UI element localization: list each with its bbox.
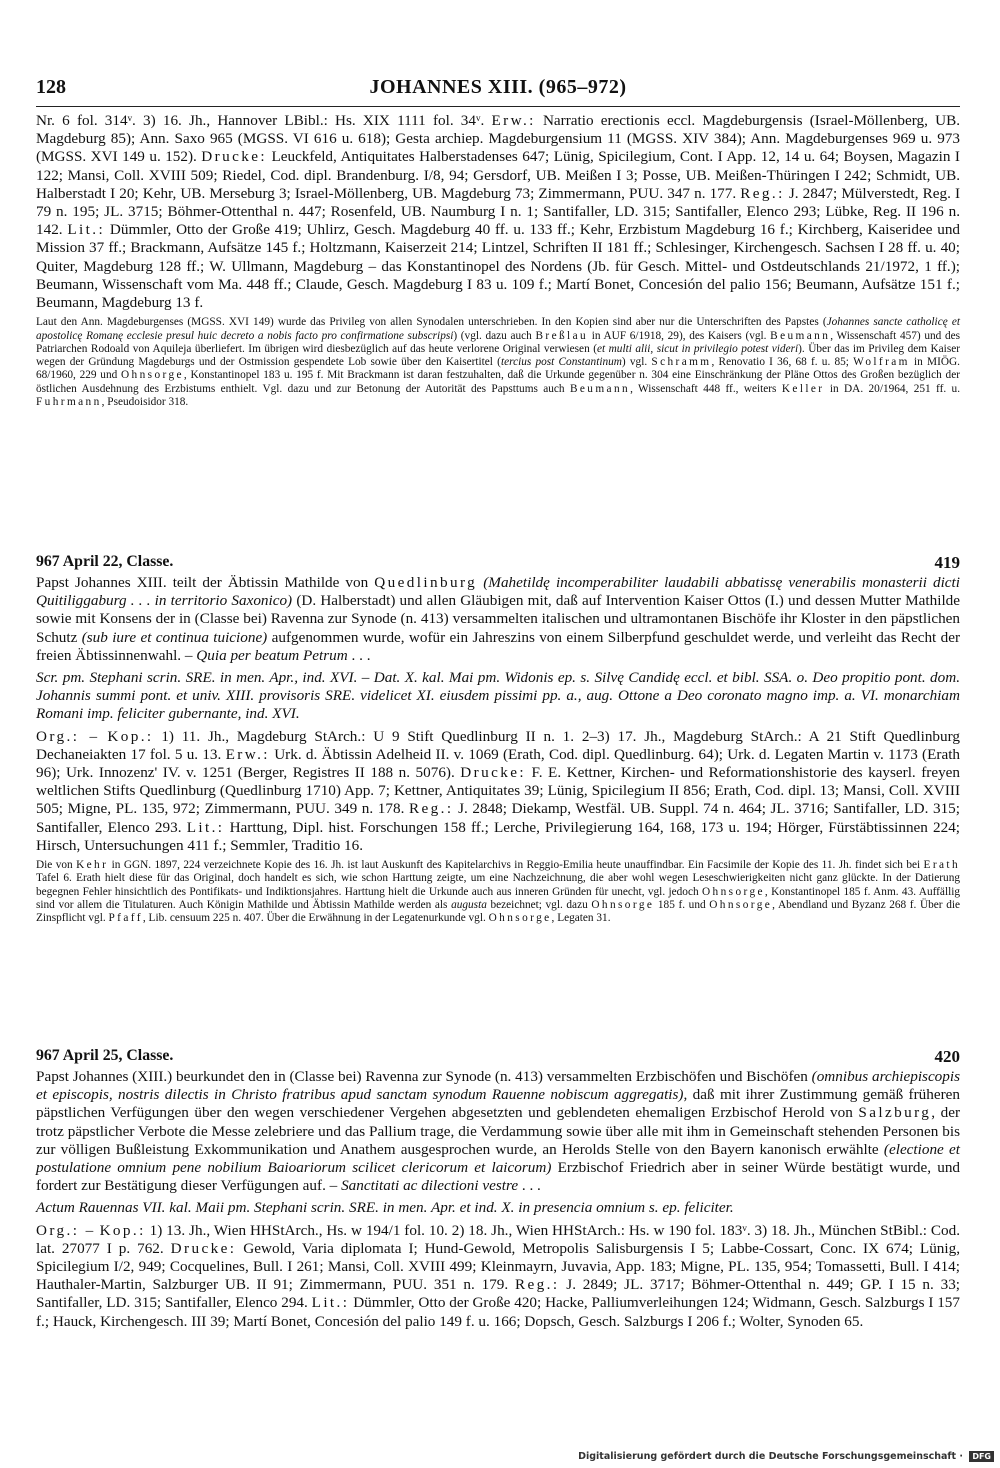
entry-419-number: 419 xyxy=(934,553,960,572)
entry-420-dating: Actum Rauennas VII. kal. Maii pm. Stephani scrin. SRE. in men. Apr. et ind. X. in presencia omnium s. ep. feliciter. xyxy=(36,1199,734,1217)
entry-419-regest: Papst Johannes XIII. teilt der Äbtissin Mathilde von Quedlinburg (Mahetildę incomperabiliter laudabili abbatissę venerabilis monasterii dicti Quitiliggaburg . . . in territorio Saxonico) (D. Halberstadt) und allen Gläubigen mit, daß auf Intervention Kaiser Ottos (I.) und dessen Mutter Mathilde sowie mit Konsens der in (Classe bei) Ravenna zur Synode (n. 413) versammelten italischen und ultramontanen Bischöfe ihr Kloster in den päpstlichen Schutz (sub iure et continua tuicione) aufgenommen wurde, wofür ein Jahreszins von einem Silberpfund geschuldet werde, und verleiht das Recht der freien Äbtissinnenwahl. – Quia per beatum Petrum . . . xyxy=(36,574,961,664)
entry-420-date: 967 April 25, Classe. xyxy=(36,1047,174,1064)
page-title: JOHANNES XIII. (965–972) xyxy=(369,76,627,98)
entry-420 xyxy=(36,1068,960,1331)
entry-419-dating: Scr. pm. Stephani scrin. SRE. in men. Apr., ind. XVI. – Dat. X. kal. Mai pm. Widonis ep. s. Silvę Candidę eccl. et bibl. SSA. o. Deo propitio pont. dom. Johannis summi pont. et univ. XIII. provisoris SRE. videlicet XI. eiusdem pissimi pp. a., aug. Ottone a Deo coronato magno imp. a. VI. monarchiam Romani imp. feliciter gubernante, ind. XVI. xyxy=(36,669,960,723)
prev-entry-tradition: Nr. 6 fol. 314ᵛ. 3) 16. Jh., Hannover LBibl.: Hs. XIX 1111 fol. 34ᵛ. Erw.: Narratio erectionis eccl. Magdeburgensis (Israel-Möllenberg, UB. Magdeburg 85); Ann. Saxo 965 (MGSS. VI 616 u. 618); Gesta archiep. Magdeburgensium 11 (MGSS. XIV 384); Ann. Magdeburgenses 969 u. 973 (MGSS. XVI 149 u. 152). Drucke: Leuckfeld, Antiquitates Halberstadenses 647; Lünig, Spicilegium, Cont. I App. 12, 14 u. 64; Boysen, Magazin I 122; Mansi, Coll. XVIII 509; Riedel, Cod. dipl. Brandenburg. I/8, 94; Gersdorf, UB. Meißen I 3; Posse, UB. Meißen-Thüringen I 242; Schmidt, UB. Halberstadt I 20; Kehr, UB. Merseburg 3; Israel-Möllenberg, UB. Magdeburg 73; Zimmermann, PUU. 347 n. 177. Reg.: J. 2847; Mülverstedt, Reg. I 79 n. 195; JL. 3715; Böhmer-Ottenthal n. 447; Rosenfeld, UB. Naumburg I n. 1; Santifaller, LD. 315; Santifaller, Elenco 293; Lübke, Reg. II 196 n. 142. Lit.: Dümmler, Otto der Große 419; Uhlirz, Gesch. Magdeburg 40 ff. u. 133 ff.; Kehr, Erzbistum Magdeburg 16 f.; Kirchberg, Kaiseridee und Mission 37 ff.; Brackmann, Aufsätze 145 f.; Holtzmann, Kaiserzeit 214; Lintzel, Schriften II 181 ff.; Schlesinger, Kirchengesch. Sachsen I 28 ff. u. 40; Quiter, Magdeburg 128 ff.; W. Ullmann, Magdeburg – das Konstantinopel des Nordens (Jb. für Gesch. Mittel- und Ostdeutschlands 21/1972, 1 ff.); Beumann, Wissenschaft vom Ma. 448 ff.; Claude, Gesch. Magdeburg I 83 u. 109 f.; Martí Bonet, Concesión del palio 156; Beumann, Aufsätze 151 f.; Beumann, Magdeburg 13 f. xyxy=(36,112,961,312)
funding-text: Digitalisierung gefördert durch die Deutsche Forschungsgemeinschaft · xyxy=(578,1451,964,1462)
entry-419-heading xyxy=(36,553,960,571)
page-number: 128 xyxy=(36,76,66,98)
header-rule xyxy=(36,106,960,107)
entry-419-tradition: Org.: – Kop.: 1) 11. Jh., Magdeburg StArch.: U 9 Stift Quedlinburg II n. 1. 2–3) 17. Jh., Magdeburg StArch.: A 21 Stift Quedlinburg Dechaneiakten 17 fol. 5 u. 13. Erw.: Urk. d. Äbtissin Adelheid II. v. 1069 (Erath, Cod. dipl. Quedlinburg. 64); Urk. d. Legaten Martin v. 1173 (Erath 96); Urk. Innozenz' IV. v. 1251 (Berger, Registres II 188 n. 5076). Drucke: F. E. Kettner, Kirchen- und Reformationshistorie des kayserl. freyen weltlichen Stifts Quedlinburg (Quedlinburg 1710) App. 7; Kettner, Antiquitates 39; Lünig, Spicilegium II 856; Erath, Cod. dipl. 13; Mansi, Coll. XVIII 505; Migne, PL. 135, 972; Zimmermann, PUU. 349 n. 178. Reg.: J. 2848; Diekamp, Westfäl. UB. Suppl. 74 n. 464; JL. 3716; Santifaller, LD. 315; Santifaller, Elenco 293. Lit.: Harttung, Dipl. hist. Forschungen 158 ff.; Lerche, Privilegierung 164, 168, 173 u. 194; Hörger, Fürstäbtissinnen 224; Hirsch, Untersuchungen 411 f.; Semmler, Traditio 16. xyxy=(36,727,961,854)
running-header xyxy=(36,76,960,106)
entry-420-regest: Papst Johannes (XIII.) beurkundet den in (Classe bei) Ravenna zur Synode (n. 413) versammelten Erzbischöfen und Bischöfen (omnibus archiepiscopis et episcopis, nostris dilectis in Christo fratribus apud sanctam synodum Rauenne nobiscum aggregatis), daß mit ihrer Zustimmung gemäß früheren päpstlichen Verfügungen über den wegen verschiedener Vergehen abgesetzten und geblendeten ehemaligen Erzbischof Herold von Salzburg, der trotz päpstlicher Verbote die Messe zelebriere und das Pallium trage, die Verdammung sowie über alle mit ihm in Gemeinschaft stehenden Personen bis zur völligen Bußleistung Exkommunikation und Anathem ausgesprochen wurde, an Herolds Stelle von den Bayern kanonisch erwählte (electione et postulatione omnium pene nobilium Baioariorum scilicet clericorum et laicorum) Erzbischof Friedrich aber in seiner Würde bestätigt wurde, und fordert zur Bestätigung dieser Verfügungen auf. – Sanctitati ac dilectioni vestre . . . xyxy=(36,1068,961,1195)
prev-entry-apparatus xyxy=(36,112,960,409)
entry-420-heading xyxy=(36,1047,960,1065)
entry-419-date: 967 April 22, Classe. xyxy=(36,553,174,570)
prev-entry-note: Laut den Ann. Magdeburgenses (MGSS. XVI 149) wurde das Privileg von allen Synodalen unterschrieben. In den Kopien sind aber nur die Unterschriften des Papstes (Johannes sancte catholicę et apostolicę Romanę ecclesie presul huic decreto a nobis facto pro confirmatione subscripsi) (vgl. dazu auch Breßlau in AUF 6/1918, 29), des Kaisers (vgl. Beumann, Wissenschaft 457) und des Patriarchen Rodoald von Aquileja überliefert. Im übrigen wird diesbezüglich auf das heute verlorene Original verwiesen (et multi alii, sicut in privilegio potest videri). Über das im Privileg dem Kaiser wegen der Gründung Magdeburgs und der Ostmission gespendete Lob sowie über den Kaisertitel (tercius post Constantinum) vgl. Schramm, Renovatio I 36, 68 f. u. 85; Wolfram in MIÖG. 68/1960, 229 und Ohnsorge, Konstantinopel 183 u. 195 f. Mit Brackmann ist daran festzuhalten, daß die Urkunde gegenüber n. 304 eine Einschränkung der Pläne Ottos des Großen bezüglich der östlichen Ausdehnung des Erzbistums enthielt. Vgl. dazu und zur Betonung der Autorität des Papsttums auch Beumann, Wissenschaft 448 ff., weiters Keller in DA. 20/1964, 251 ff. u. Fuhrmann, Pseudoisidor 318. xyxy=(36,316,961,409)
entry-420-number: 420 xyxy=(934,1047,960,1066)
entry-420-tradition: Org.: – Kop.: 1) 13. Jh., Wien HHStArch., Hs. w 194/1 fol. 10. 2) 18. Jh., Wien HHStArch.: Hs. w 190 fol. 183ᵛ. 3) 18. Jh., München StBibl.: Cod. lat. 27077 I p. 762. Drucke: Gewold, Varia diplomata I; Hund-Gewold, Metropolis Salisburgensis I 5; Labbe-Cossart, Conc. IX 674; Lünig, Spicilegium I/2, 949; Cocquelines, Bull. I 261; Mansi, Coll. XVIII 499; Kleinmayrn, Juvavia, App. 183; Migne, PL. 135, 954; Tomassetti, Bull. I 414; Hauthaler-Martin, Salzburger UB. II 91; Zimmermann, PUU. 351 n. 179. Reg.: J. 2849; JL. 3717; Böhmer-Ottenthal n. 449; GP. I 15 n. 33; Santifaller, LD. 315; Santifaller, Elenco 294. Lit.: Dümmler, Otto der Große 420; Hacke, Palliumverleihungen 124; Widmann, Gesch. Salzburgs I 157 f.; Hauck, Kirchengesch. III 39; Martí Bonet, Concesión del palio 149 f. u. 166; Dopsch, Gesch. Salzburgs I 206 f.; Wolter, Synoden 65. xyxy=(36,1221,961,1330)
entry-419-note: Die von Kehr in GGN. 1897, 224 verzeichnete Kopie des 16. Jh. ist laut Auskunft des Kapitelarchivs in Reggio-Emilia heute unauffindbar. Ein Facsimile der Kopie des 11. Jh. findet sich bei Erath Tafel 6. Erath hielt diese für das Original, doch handelt es sich, wie schon Harttung zeigte, um eine Nachzeichnung, die aber wohl wegen Leseschwierigkeiten nicht ganz glückte. In der Datierung begegnen Fehler hinsichtlich des Pontifikats- und Indiktionsjahres. Harttung hielt die Urkunde auch aus inneren Gründen für unecht, vgl. jedoch Ohnsorge, Konstantinopel 185 f. Anm. 43. Auffällig sind vor allem die Titulaturen. Auch Königin Mathilde und Äbtissin Mathilde werden als augusta bezeichnet; vgl. dazu Ohnsorge 185 f. und Ohnsorge, Abendland und Byzanz 268 f. Über die Zinspflicht vgl. Pfaff, Lib. censuum 225 n. 407. Über die Erwähnung in der Legatenurkunde vgl. Ohnsorge, Legaten 31. xyxy=(36,859,961,925)
funding-footer xyxy=(578,1451,994,1462)
dfg-logo: DFG xyxy=(969,1451,994,1462)
entry-419 xyxy=(36,574,960,926)
